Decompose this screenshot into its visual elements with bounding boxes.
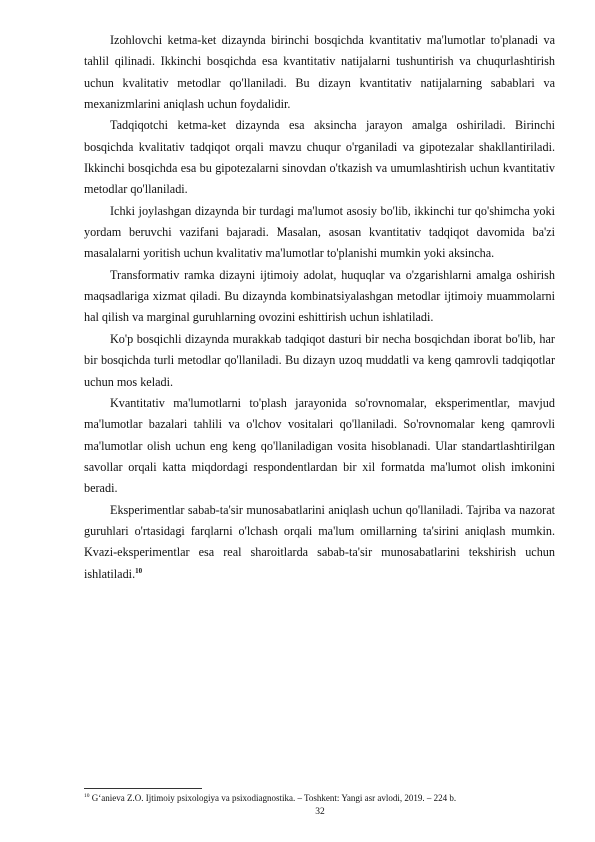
body-text	[84, 30, 555, 585]
paragraph-transformative-design: Transformativ ramka dizayni ijtimoiy adolat, huquqlar va o'zgarishlarni amalga oshirish maqsadlariga xizmat qiladi. Bu dizaynda kombinatsiyalashgan metodlar ijtimoiy muammolarni hal qilish va marginal guruhlarning ovozini eshittirish uchun ishlatiladi.	[84, 267, 555, 325]
page-number: 32	[315, 807, 325, 817]
paragraph-explanatory-sequential: Izohlovchi ketma-ket dizaynda birinchi bosqichda kvantitativ ma'lumotlar to'planadi va tahlil qilinadi. Ikkinchi bosqichda esa kvantitativ natijalarni tushuntirish va chuqurlashtirish uchun kvalitativ metodlar qo'llaniladi. Bu dizayn kvantitativ natijalarning sabablari va mexanizmlarini aniqlash uchun foydalidir.	[84, 33, 555, 112]
paragraph-experiments-text: Eksperimentlar sabab-ta'sir munosabatlarini aniqlash uchun qo'llaniladi. Tajriba va nazorat guruhlari o'rtasidagi farqlarni o'lchash orqali ma'lum omillarning ta'sirini aniqlash mumkin. Kvazi-eksperimentlar esa real sharoitlarda sabab-ta'sir munosabatlarini tekshirish uchun ishlatiladi.	[84, 502, 555, 581]
paragraph-experiments	[84, 500, 555, 585]
footnote-text: G‘anieva Z.O. Ijtimoiy psixologiya va psixodiagnostika. – Toshkent: Yangi asr avlodi, 2019. – 224 b.	[89, 793, 457, 803]
paragraph-exploratory-sequential: Tadqiqotchi ketma-ket dizaynda esa aksincha jarayon amalga oshiriladi. Birinchi bosqichda kvalitativ tadqiqot orqali mavzu chuqur o'rganiladi va gipotezalar shakllantiriladi. Ikkinchi bosqichda esa bu gipotezalarni sinovdan o'tkazish va umumlashtirish uchun kvantitativ metodlar qo'llaniladi.	[84, 118, 555, 197]
paragraph-quantitative-data-collection: Kvantitativ ma'lumotlarni to'plash jarayonida so'rovnomalar, eksperimentlar, mavjud ma'lumotlar bazalari tahlili va o'lchov vositalari qo'llaniladi. So'rovnomalar keng qamrovli ma'lumotlar olish uchun eng keng qo'llaniladigan vosita hisoblanadi. Ular standartlashtirilgan savollar orqali katta miqdordagi respondentlardan bir xil formatda ma'lumot olish imkonini beradi.	[84, 395, 555, 496]
footnote-reference[interactable]: 10	[135, 566, 143, 575]
footnote	[84, 792, 555, 804]
footnote-divider	[84, 788, 202, 789]
paragraph-multiphase-design: Ko'p bosqichli dizaynda murakkab tadqiqot dasturi bir necha bosqichdan iborat bo'lib, har bir bosqichda turli metodlar qo'llaniladi. Bu dizayn uzoq muddatli va keng qamrovli tadqiqotlar uchun mos keladi.	[84, 331, 555, 389]
footnote-number: 10	[84, 793, 90, 799]
paragraph-embedded-design: Ichki joylashgan dizaynda bir turdagi ma'lumot asosiy bo'lib, ikkinchi tur qo'shimcha yoki yordam beruvchi vazifani bajaradi. Masalan, asosan kvantitativ tadqiqot davomida ba'zi masalalarni yoritish uchun kvalitativ ma'lumotlar to'planishi mumkin yoki aksincha.	[84, 203, 555, 261]
